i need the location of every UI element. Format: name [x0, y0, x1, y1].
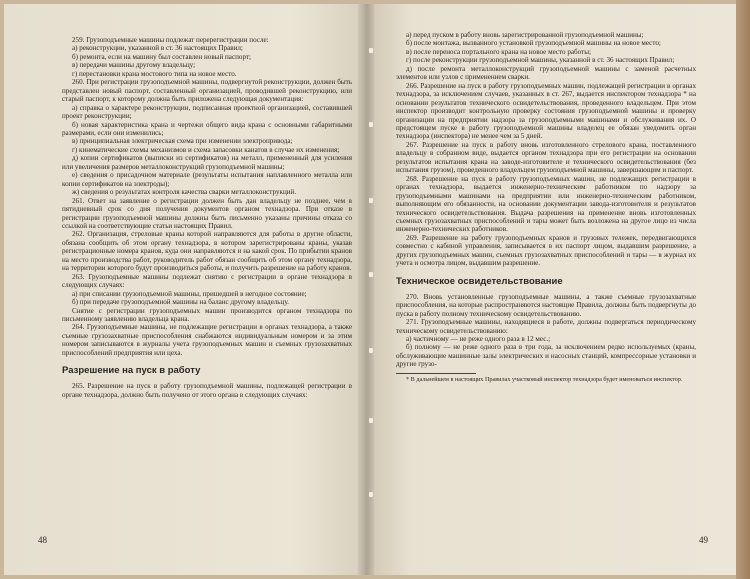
paragraph: 269. Разрешение на работу грузоподъемных кранов и грузовых тележек, передвигающихся совместно с кабиной управления, записывается в их паспорт лицом, выдавшим разрешение, а других грузоподъемных машин, съемных грузозахватных приспособлений и тары — в журнал их учета и осмотра лицом, выдавшим разрешение. — [396, 233, 696, 268]
paragraph: а) перед пуском в работу вновь зарегистрированной грузоподъемной машины; — [406, 31, 644, 39]
paragraph: б) новая характеристика крана и чертежи общего вида крана с основными габаритными размерами, если они изменились; — [62, 120, 352, 137]
left-page-number: 48 — [38, 535, 47, 545]
paragraph: д) копии сертификатов (выписки из сертификатов) на металл, примененный для усиления или увеличения размеров металлоконструкций грузоподъемной машины; — [62, 154, 352, 171]
paragraph: б) полному — не реже одного раза в три года, за исключением редко используемых (краны, обслуживающие машинные залы электрических и насосных станций, компрессорные установки и другие грузо- — [396, 343, 696, 369]
binding-stitch — [369, 348, 373, 353]
binding-stitch — [369, 198, 373, 203]
paragraph: 259. Грузоподъемные машины подлежат перерегистрации после: — [72, 36, 269, 44]
section-heading: Техническое освидетельствование — [396, 275, 563, 287]
paragraph: д) после ремонта металлоконструкций грузоподъемной машины с заменой расчетных элементов или узлов с применением сварки. — [396, 64, 696, 82]
footnote: * В дальнейшем в настоящих Правилах участковый инспектор технадзора будет именоваться инспектор. — [406, 375, 683, 383]
binding-stitch — [369, 48, 373, 53]
book-cover-edge — [736, 0, 750, 579]
right-page-number: 49 — [699, 535, 708, 545]
paragraph: б) после монтажа, вызванного установкой грузоподъемной машины на новое место; — [406, 39, 661, 48]
paragraph: 261. Ответ на заявление о регистрации должен быть дан владельцу не позднее, чем в пятидневный срок со дня получения документов органом технадзора. При отказе в регистрации грузоподъемной машины должны быть письменно указаны причины отказа со ссылкой на соответствующие статьи настоящих Правил. — [62, 196, 352, 230]
binding-stitch — [369, 272, 373, 277]
paragraph: в) после переноса портального крана на новое место работы; — [406, 47, 591, 56]
paragraph: 271. Грузоподъемные машины, находящиеся в работе, должны подвергаться периодическому техническому освидетельствованию: — [396, 318, 696, 335]
paragraph: ж) сведения о результатах контроля качества сварки металлоконструкций. — [72, 188, 297, 197]
paragraph: г) кинематические схемы механизмов и схема запасовки канатов в случае их изменения; — [72, 145, 340, 154]
footnote-rule — [396, 373, 476, 374]
paragraph: 260. При регистрации грузоподъемной машины, подвергнутой реконструкции, должен быть представлен новый паспорт, составленный организацией, проводившей реконструкцию, или старый паспорт, к которому должна быть приложена следующая документация: — [62, 78, 352, 104]
paragraph: 265. Разрешение на пуск в работу грузоподъемной машины, подлежащей регистрации в органе технадзора, должно быть получено от этого органа в следующих случаях: — [62, 382, 352, 399]
binding-stitch — [369, 418, 373, 423]
section-heading: Разрешение на пуск в работу — [62, 365, 201, 377]
left-page-text — [62, 36, 352, 399]
book-gutter — [358, 4, 374, 575]
paragraph: а) при списании грузоподъемной машины, пришедшей в негодное состояние; — [72, 289, 307, 298]
right-page — [366, 4, 736, 575]
paragraph: а) справка о характере реконструкции, подписанная проектной организацией, составившей проект реконструкции; — [62, 103, 352, 121]
paragraph: б) ремонта, если на машину был составлен новый паспорт; — [72, 52, 251, 61]
paragraph: 263. Грузоподъемные машины подлежат снятию с регистрации в органе технадзора в следующих случаях: — [62, 272, 352, 290]
binding-stitch — [369, 492, 373, 497]
left-page — [4, 4, 366, 575]
paragraph: г) перестановки крана мостового типа на новое место. — [72, 69, 237, 78]
paragraph: в) принципиальная электрическая схема при изменении электропривода; — [72, 137, 293, 146]
paragraph: 262. Организация, стреловые краны которой направляются для работы в другие области, обязана сообщить об этом органу технадзора, в котором зарегистрированы краны, указав регистрационные номера кранов, куда они направляются и на какой срок. По прибытии кранов на место производства работ, руководитель работ обязан сообщить об этом органу технадзора, на территории которого будут производиться работы, и получить разрешение на работу кранов. — [62, 230, 352, 273]
paragraph: 266. Разрешение на пуск в работу грузоподъемных машин, подлежащей регистрации в органах технадзора, за исключением случаев, указанных в ст. 267, выдается инспектором технадзора * на основании результатов технического освидетельствования, проведенного владельцем. При этом инспектор производит контрольную проверку состояния грузоподъемной машины и проверку организации на предприятии надзора за грузоподъемными машинами и обслуживания их. О предстоящем пуске в работу грузоподъемной машины владелец ее обязан уведомить орган технадзора (инспектора) не менее чем за 5 дней. — [396, 81, 696, 141]
paragraph: а) частичному — не реже одного раза в 12 мес.; — [406, 334, 551, 343]
paragraph: е) сведения о присадочном материале (результаты испытания наплавленного металла или копии сертификатов на электроды); — [62, 171, 352, 188]
paragraph: а) реконструкции, указанной в ст. 36 настоящих Правил; — [72, 44, 243, 53]
binding-stitch — [369, 122, 373, 127]
paragraph: Снятие с регистрации грузоподъемных машин производится органом технадзора по письменному заявлению владельца крана. — [62, 306, 352, 323]
paragraph: 270. Вновь установленные грузоподъемные машины, а также съемные грузозахватные приспособления, на которые распространяются настоящие Правила, должны быть подвергнуты до пуска в работу полному техническому освидетельствованию. — [396, 292, 696, 318]
paragraph: в) передачи машины другому владельцу; — [72, 61, 196, 70]
paragraph: б) при передаче грузоподъемной машины на баланс другому владельцу. — [72, 298, 289, 307]
paragraph: 264. Грузоподъемные машины, не подлежащие регистрации в органах технадзора, а также съемные грузозахватные приспособления снабжаются индивидуальным номером и за этим номером записываются в журналы учета грузоподъемных машин и съемных грузозахватных приспособлений предприятия или цеха. — [62, 323, 352, 357]
paragraph: г) после реконструкции грузоподъемной машины, указанной в ст. 36 настоящих Правил; — [406, 56, 675, 65]
paragraph: 268. Разрешение на пуск в работу грузоподъемных машин, не подлежащих регистрации в органах технадзора, выдается инженерно-техническим работником по надзору за грузоподъемными машинами на предприятии или инженерно-техническим работником, выполняющим его обязанности, на основании документации завода-изготовителя и результатов технического освидетельствования. Выдача разрешения на применение вновь изготовленных съемных грузозахватных приспособлений и тары может быть возложена на другое лицо из числа инженерно-технических работников. — [396, 174, 696, 234]
paragraph: 267. Разрешение на пуск в работу вновь изготовленного стрелового крана, поставленного владельцу в собранном виде, выдается органом технадзора при его регистрации на основании результатов испытания крана на заводе-изготовителе и технического освидетельствования (без испытания грузом), проведенного владельцем грузоподъемной машины, завершающим и паспорт. — [396, 140, 696, 175]
right-page-text — [396, 31, 696, 383]
